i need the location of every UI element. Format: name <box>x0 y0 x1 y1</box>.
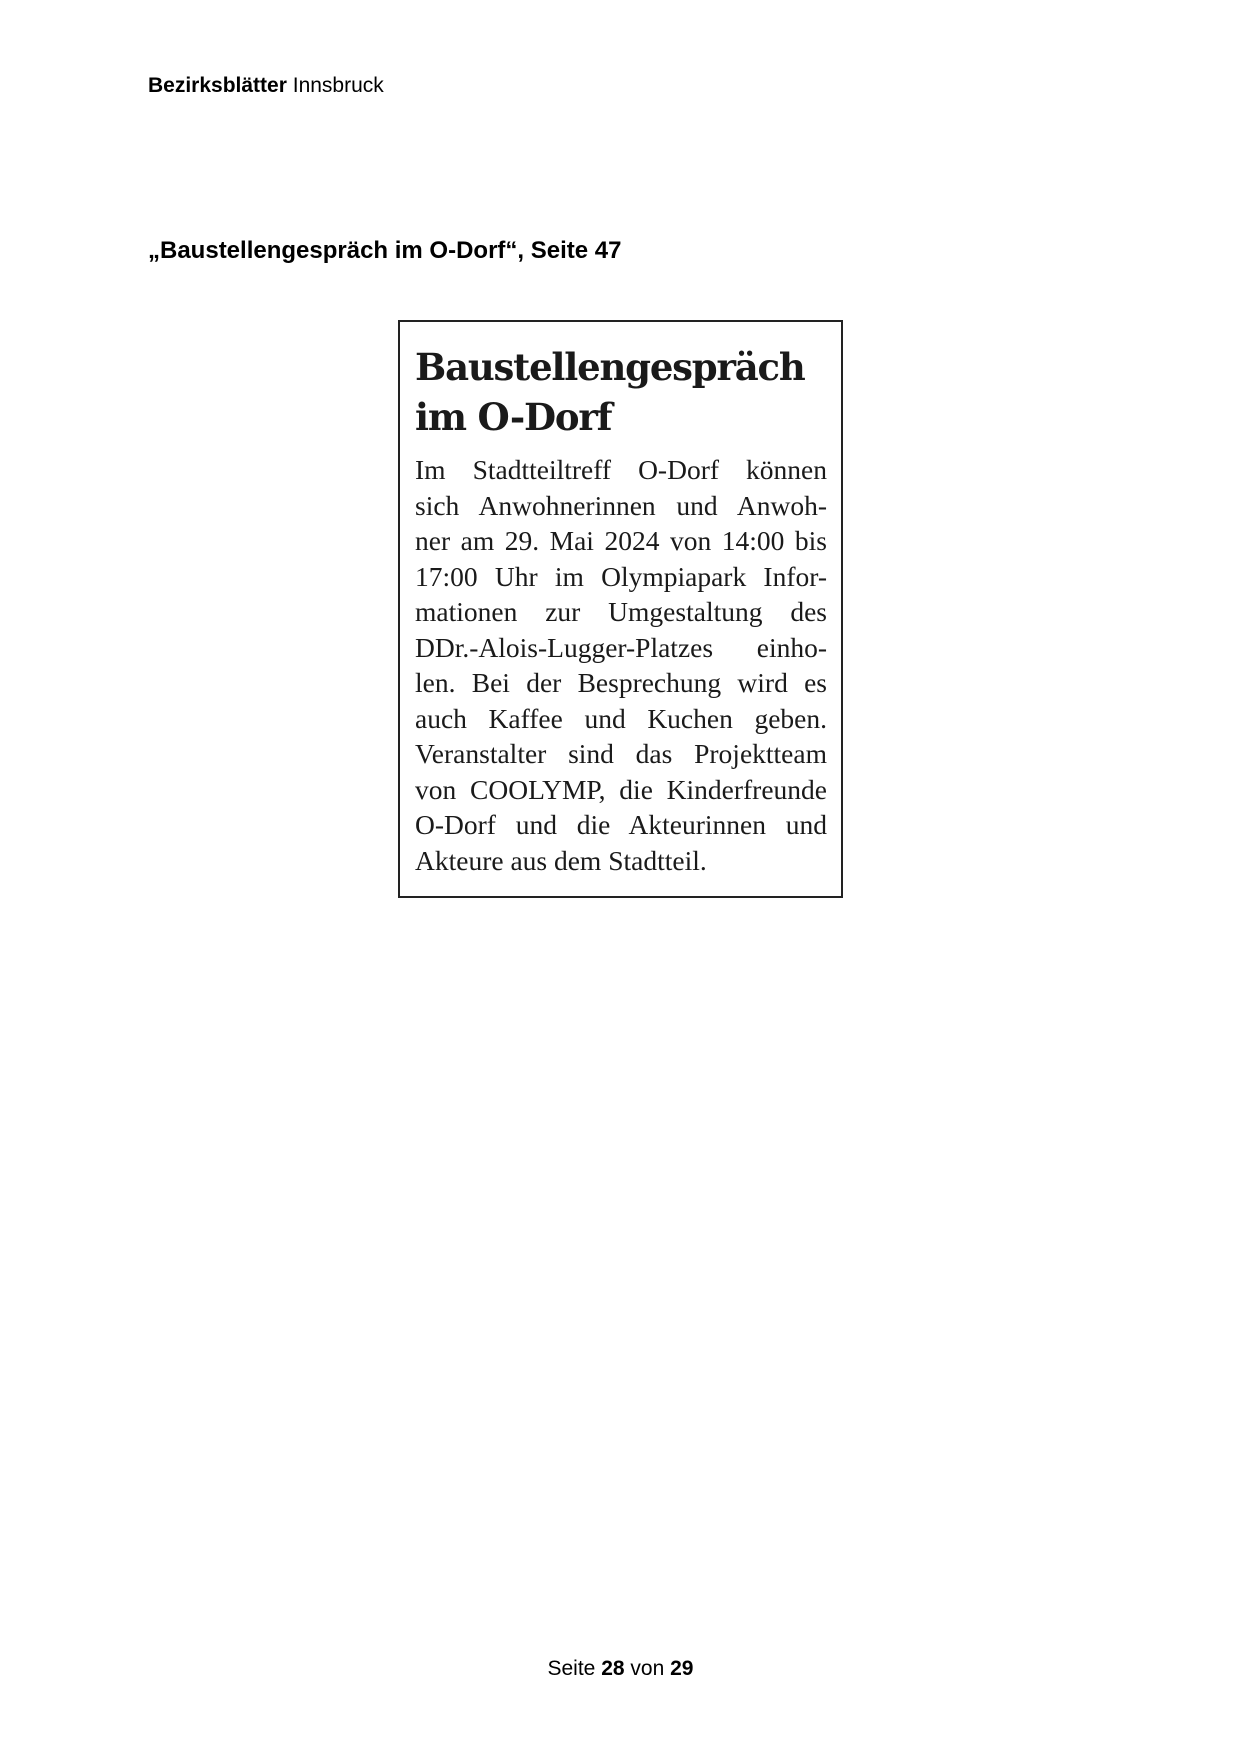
clipping-body <box>415 452 827 878</box>
body-line: sich Anwohnerinnen und Anwoh- <box>415 489 827 521</box>
body-line: von COOLYMP, die Kinderfreunde <box>415 773 827 805</box>
clipping-title-line: im O-Dorf <box>415 395 612 439</box>
clipping-title-line: Baustellengespräch <box>415 345 805 389</box>
footer-prefix: Seite <box>547 1657 596 1680</box>
body-line: 17:00 Uhr im Olympiapark Infor- <box>415 560 827 592</box>
body-line: auch Kaffee und Kuchen geben. <box>415 702 827 734</box>
footer-separator: von <box>630 1657 665 1680</box>
publication-name: Bezirksblätter <box>148 74 287 97</box>
body-line: Akteure aus dem Stadtteil. <box>415 844 707 876</box>
body-line: O-Dorf und die Akteurinnen und <box>415 809 827 840</box>
body-line: Veranstalter sind das Projektteam <box>415 738 827 769</box>
article-reference: „Baustellengespräch im O-Dorf“, Seite 47 <box>148 237 622 264</box>
body-line: mationen zur Umgestaltung des <box>415 596 827 627</box>
newspaper-clipping <box>398 320 843 898</box>
body-line: DDr.-Alois-Lugger-Platzes einho- <box>415 631 827 663</box>
total-pages: 29 <box>670 1657 694 1680</box>
clipping-title <box>415 342 827 442</box>
publication-header <box>148 73 384 99</box>
current-page-number: 28 <box>601 1657 625 1680</box>
body-line: ner am 29. Mai 2024 von 14:00 bis <box>415 525 827 556</box>
publication-place: Innsbruck <box>292 74 384 97</box>
body-line: len. Bei der Besprechung wird es <box>415 667 827 698</box>
body-line: Im Stadtteiltreff O-Dorf können <box>415 454 827 485</box>
page-footer <box>0 1656 1241 1682</box>
